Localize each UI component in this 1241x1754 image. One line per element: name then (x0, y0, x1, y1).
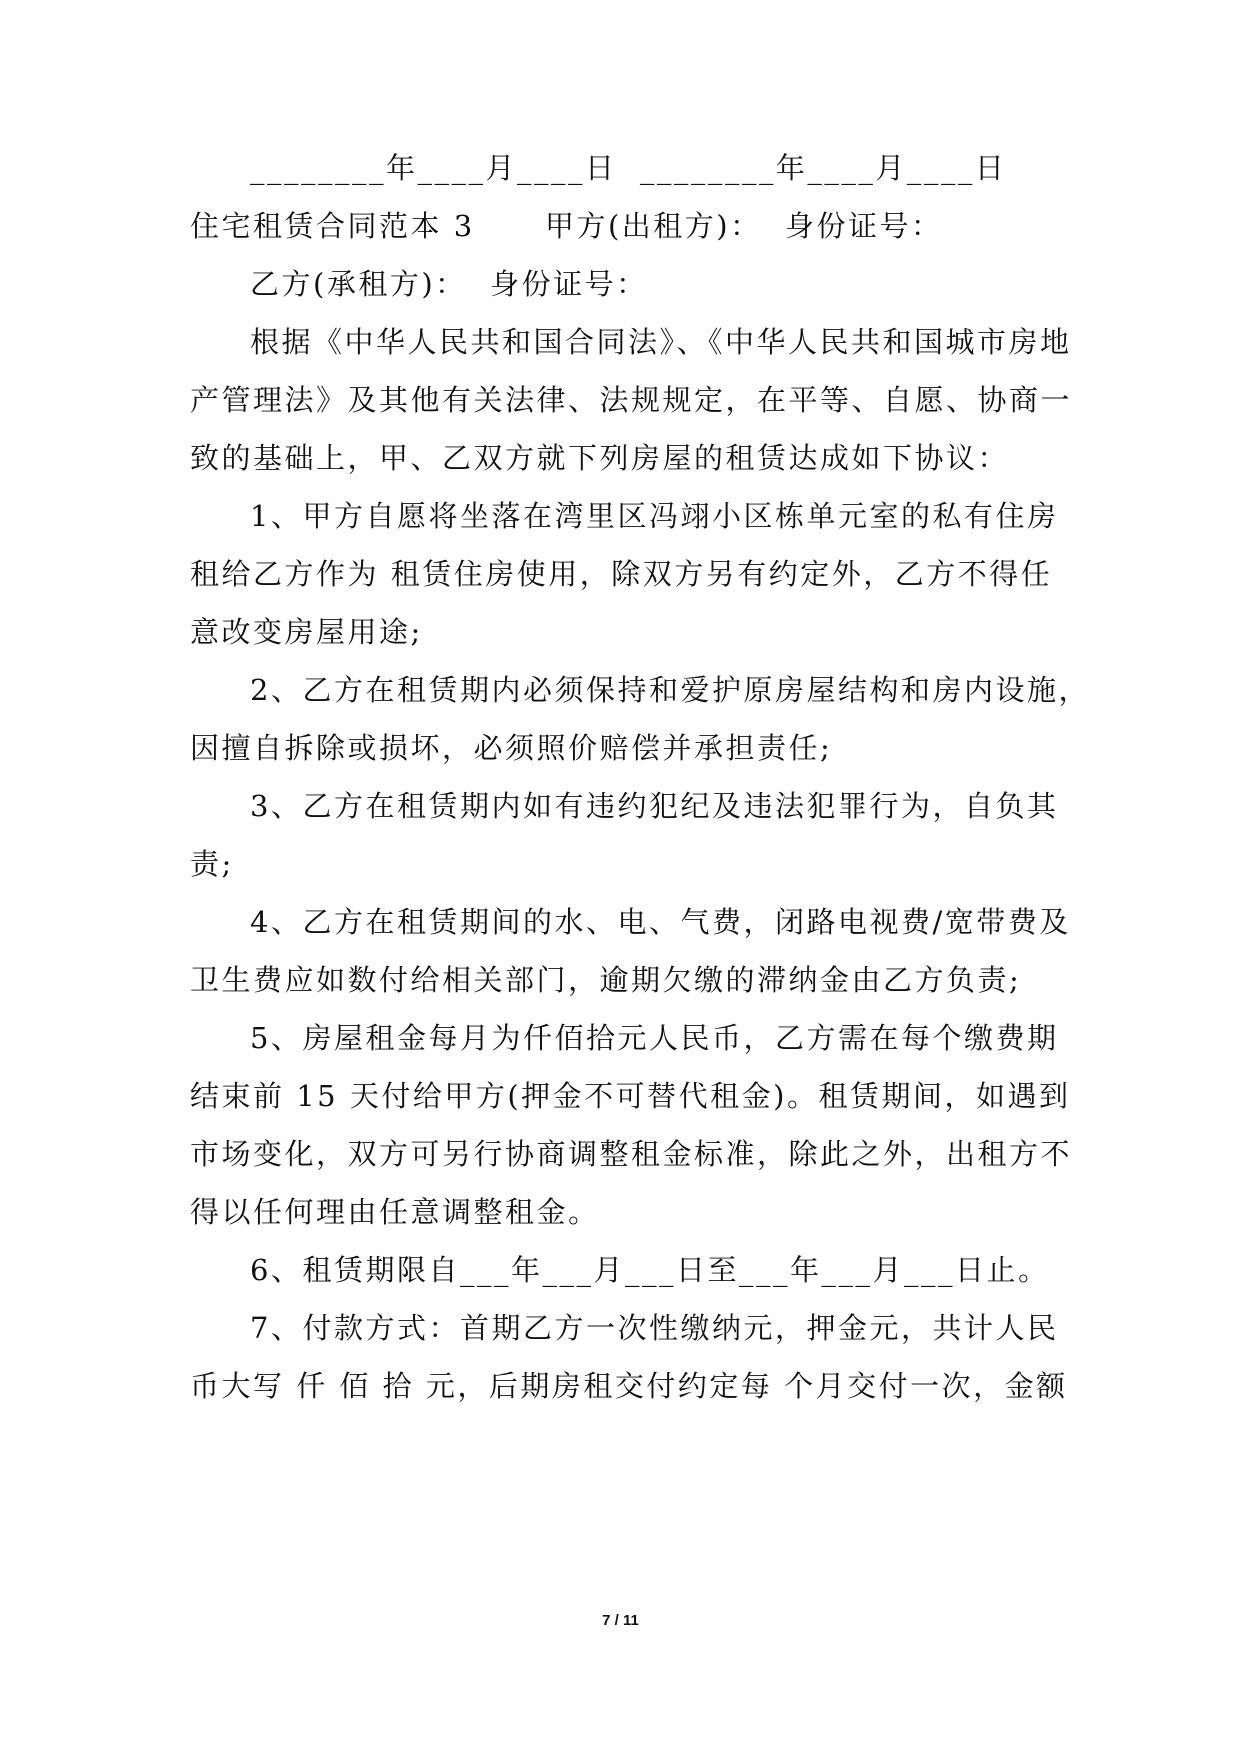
clause-7-line: 7、付款方式：首期乙方一次性缴纳元，押金元，共计人民 (250, 1311, 1059, 1345)
party-b-line: 乙方(承租方)： 身份证号： (250, 267, 648, 301)
clause-5-line: 市场变化，双方可另行协商调整租金标准，除此之外，出租方不 (190, 1137, 1073, 1171)
clause-1-line: 意改变房屋用途; (190, 615, 423, 649)
clause-5-line: 得以任何理由任意调整租金。 (190, 1195, 600, 1229)
clause-2-line: 2、乙方在租赁期内必须保持和爱护原房屋结构和房内设施， (250, 673, 1090, 707)
clause-4-line: 4、乙方在租赁期间的水、电、气费，闭路电视费/宽带费及 (250, 905, 1071, 939)
clause-2-line: 因擅自拆除或损坏，必须照价赔偿并承担责任; (190, 731, 833, 765)
clause-4-line: 卫生费应如数付给相关部门，逾期欠缴的滞纳金由乙方负责; (190, 963, 1022, 997)
clause-5-line: 5、房屋租金每月为仟佰拾元人民币，乙方需在每个缴费期 (250, 1021, 1059, 1055)
paragraph-line: 产管理法》及其他有关法律、法规规定，在平等、自愿、协商一 (190, 383, 1073, 417)
title-party-a-line: 住宅租赁合同范本 3 甲方(出租方)： 身份证号： (190, 209, 943, 243)
date-line: ________年____月____日 ________年____月____日 (250, 151, 1007, 185)
page-number: 7 / 11 (602, 1612, 639, 1629)
clause-3-line: 3、乙方在租赁期内如有违约犯纪及违法犯罪行为，自负其 (250, 789, 1059, 823)
clause-7-line: 币大写 仟 佰 拾 元，后期房租交付约定每 个月交付一次，金额 (190, 1369, 1068, 1403)
clause-3-line: 责; (190, 847, 234, 881)
paragraph-line: 根据《中华人民共和国合同法》、《中华人民共和国城市房地 (250, 325, 1072, 359)
clause-1-line: 1、甲方自愿将坐落在湾里区冯翊小区栋单元室的私有住房 (250, 499, 1059, 533)
clause-5-line: 结束前 15 天付给甲方(押金不可替代租金)。租赁期间，如遇到 (190, 1079, 1071, 1113)
paragraph-line: 致的基础上，甲、乙双方就下列房屋的租赁达成如下协议： (190, 441, 1010, 475)
clause-6-line: 6、租赁期限自___年___月___日至___年___月___日止。 (250, 1253, 1050, 1287)
clause-1-line: 租给乙方作为 租赁住房使用，除双方另有约定外，乙方不得任 (190, 557, 1053, 591)
